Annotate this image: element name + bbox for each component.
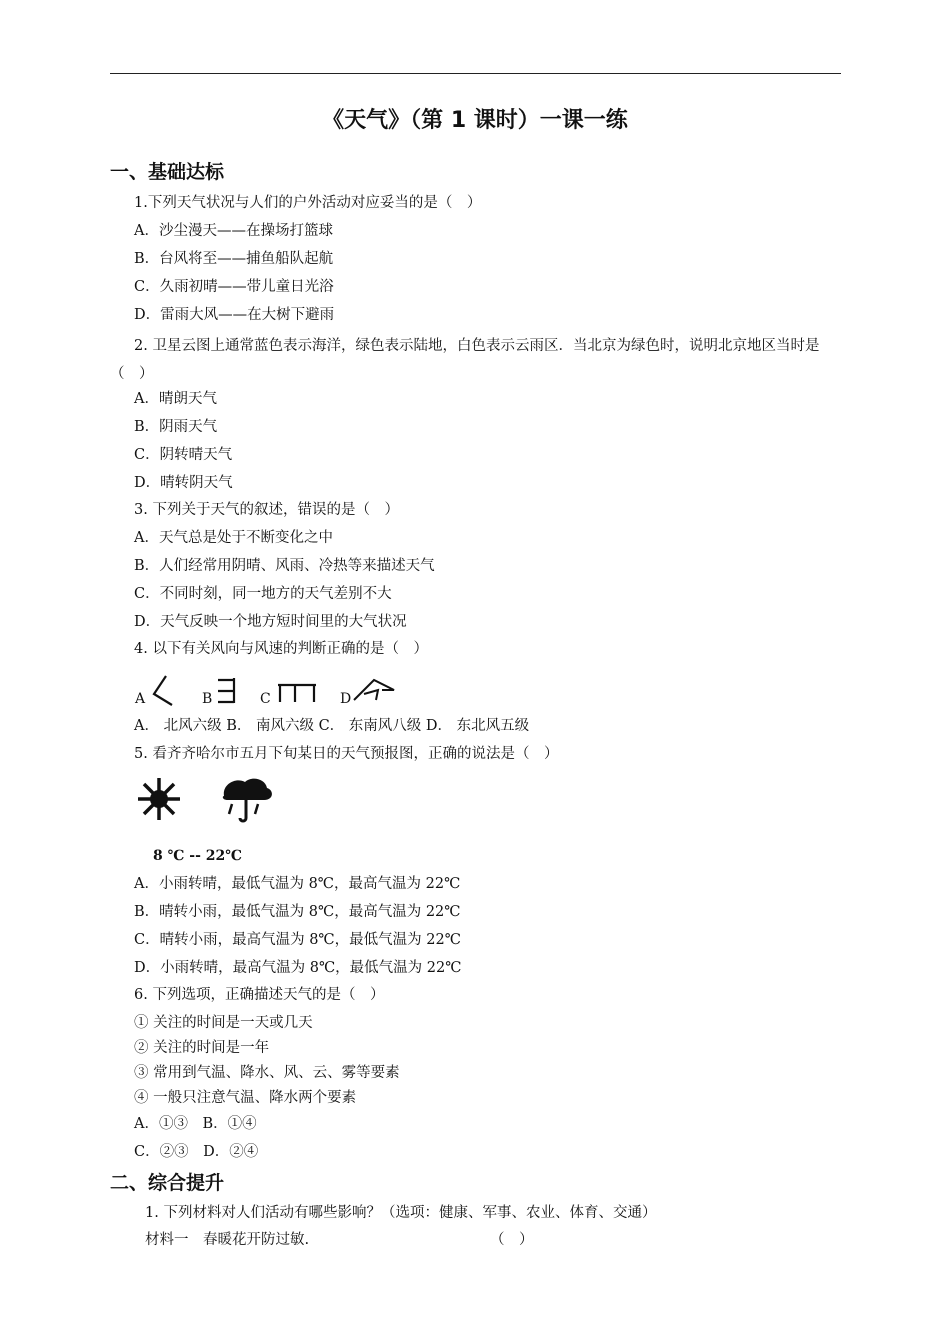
question-2-option: B．阴雨天气 [134, 419, 218, 435]
question-3-option: C．不同时刻，同一地方的天气差别不大 [134, 586, 392, 602]
top-rule [110, 73, 841, 74]
question-1-option: A．沙尘漫天——在操场打篮球 [134, 223, 333, 239]
wind-symbol-label-d: D [340, 691, 352, 707]
answer-blank: （ ） [490, 1232, 534, 1248]
question-2-option: A．晴朗天气 [134, 391, 217, 407]
question-5-option: A．小雨转晴，最低气温为 8℃，最高气温为 22℃ [134, 876, 461, 892]
question-6-item: ④ 一般只注意气温、降水两个要素 [134, 1090, 357, 1106]
question-6-stem: 6. 下列选项，正确描述天气的是（ ） [134, 987, 385, 1003]
wind-symbol-b-icon [214, 676, 238, 706]
question-5-option: C．晴转小雨，最高气温为 8℃，最低气温为 22℃ [134, 932, 461, 948]
temperature-range: 8 ℃ -- 22℃ [153, 848, 243, 864]
wind-symbol-label-a: A [135, 691, 146, 707]
question-5-stem: 5. 看齐齐哈尔市五月下旬某日的天气预报图，正确的说法是（ ） [134, 746, 559, 762]
section-heading-basic: 一、基础达标 [110, 161, 225, 183]
question-6-item: ② 关注的时间是一年 [134, 1040, 270, 1056]
material-1: 材料一 春暖花开防过敏. [145, 1232, 310, 1248]
question-4-stem: 4. 以下有关风向与风速的判断正确的是（ ） [134, 641, 428, 657]
rain-cloud-icon [218, 774, 276, 822]
wind-symbol-label-b: B [202, 691, 213, 707]
question-2-stem: 2. 卫星云图上通常蓝色表示海洋，绿色表示陆地，白色表示云雨区．当北京为绿色时，说明北京地区当时是（ ） [110, 338, 820, 382]
question-5-option: B．晴转小雨，最低气温为 8℃，最高气温为 22℃ [134, 904, 461, 920]
question-4-options: A． 北风六级 B． 南风六级 C． 东南风八级 D． 东北风五级 [134, 718, 530, 734]
question-3-option: A．天气总是处于不断变化之中 [134, 530, 333, 546]
question-5-option: D．小雨转晴，最高气温为 8℃，最低气温为 22℃ [134, 960, 462, 976]
question-3-option: D．天气反映一个地方短时间里的大气状况 [134, 614, 407, 630]
question-6-item: ③ 常用到气温、降水、风、云、雾等要素 [134, 1065, 400, 1081]
wind-symbol-c-icon [275, 682, 319, 706]
question-2-option: C．阴转晴天气 [134, 447, 233, 463]
question-6-option: A．①③ B．①④ [134, 1116, 257, 1132]
question-3-stem: 3. 下列关于天气的叙述，错误的是（ ） [134, 502, 399, 518]
question-1-option: B．台风将至——捕鱼船队起航 [134, 251, 334, 267]
page-title: 《天气》（第 1 课时）一课一练 [322, 108, 628, 133]
wind-symbol-label-c: C [260, 691, 271, 707]
question-6-option: C．②③ D．②④ [134, 1144, 259, 1160]
wind-symbol-d-icon [352, 676, 398, 704]
question-1-stem: 1.下列天气状况与人们的户外活动对应妥当的是（ ） [134, 195, 482, 211]
wind-symbol-a-icon [150, 674, 182, 708]
section-heading-advanced: 二、综合提升 [110, 1172, 225, 1194]
question-1-option: D．雷雨大风——在大树下避雨 [134, 307, 335, 323]
sun-icon [134, 776, 184, 822]
question-3-option: B．人们经常用阴晴、风雨、冷热等来描述天气 [134, 558, 435, 574]
section-2-question-1-stem: 1. 下列材料对人们活动有哪些影响？（选项：健康、军事、农业、体育、交通） [145, 1205, 657, 1221]
question-6-item: ① 关注的时间是一天或几天 [134, 1015, 313, 1031]
question-2-option: D．晴转阴天气 [134, 475, 233, 491]
question-1-option: C．久雨初晴——带儿童日光浴 [134, 279, 334, 295]
